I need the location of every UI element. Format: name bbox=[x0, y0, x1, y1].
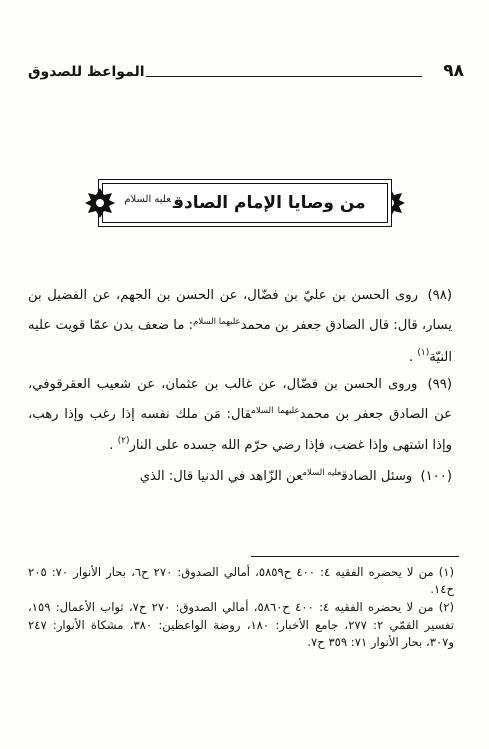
running-header-rule bbox=[146, 76, 422, 77]
footnotes bbox=[28, 564, 454, 652]
chapter-title-honorific: عليه السلام bbox=[124, 194, 171, 205]
chapter-title bbox=[124, 193, 365, 213]
hadith-text: قال: مَن ملك نفسه إذا رغب وإذا رهب، وإذا اشتهى وإذا غضب، فإذا رضي حرّم الله جسده على النار bbox=[28, 407, 452, 454]
body-text bbox=[28, 282, 452, 490]
hadith-text: وروى الحسن بن فضّال، عن غالب بن عثمان، عن شعيب العقرقوفي، عن الصادق جعفر بن محمد bbox=[28, 376, 452, 423]
honorific: عليهما السلام bbox=[251, 406, 300, 417]
hadith-paragraph bbox=[28, 460, 452, 490]
running-header bbox=[28, 62, 464, 88]
hadith-text: : ما ضعف بدن عمّا قويت عليه النيّة bbox=[28, 318, 452, 365]
footnote: (٢) من لا يحضره الفقيه ٤: ٤٠٠ ح٥٨٦٠، أمالي الصدوق: ٢٧٠ ح٧، ثواب الأعمال: ١٥٩، تفسير القمّي ٢: ٢٧٧، جامع الأخبار: ١٨٠، روضة الواعظين: ٣٨٠، مشكاة الأنوار: ٢٤٧ و٣٠٧، بحار الأنوار ٧١: ٣٥٩ ح٧. bbox=[28, 600, 455, 649]
hadith-text: وسئل الصادق bbox=[341, 468, 413, 484]
chapter-title-frame bbox=[88, 172, 402, 234]
hadith-number: (٩٨) bbox=[427, 288, 452, 303]
chapter-title-text: من وصايا الإمام الصادق bbox=[172, 193, 366, 213]
hadith-ending: . bbox=[109, 438, 118, 454]
hadith-text: روى الحسن بن عليّ بن فضّال، عن الحسن بن الجهم، عن الفضيل بن يسار، قال: قال الصادق جعفر بن محمد bbox=[28, 288, 452, 334]
hadith-text: عن الزّاهد في الدنيا قال: الذي bbox=[139, 468, 303, 484]
footnote-separator bbox=[251, 556, 459, 557]
hadith-number: (٩٩) bbox=[427, 376, 452, 392]
honorific: عليهما السلام bbox=[193, 317, 241, 328]
footnote-reference: (٢) bbox=[117, 436, 130, 447]
footnote: (١) من لا يحضره الفقيه ٤: ٤٠٠ ح٥٨٥٩، أمالي الصدوق: ٢٧٠ ح٦، بحار الأنوار ٧٠: ٢٠٥ ح١٤. bbox=[28, 565, 454, 597]
page-number: ٩٨ bbox=[443, 61, 464, 81]
hadith-number: (١٠٠) bbox=[420, 468, 452, 484]
footnote-reference: (١) bbox=[417, 347, 430, 358]
running-header-book-title: المواعظ للصدوق bbox=[28, 64, 145, 80]
hadith-paragraph bbox=[28, 371, 452, 460]
honorific: عليه السلام bbox=[302, 467, 342, 478]
chapter-title-box bbox=[98, 179, 392, 227]
hadith-paragraph bbox=[28, 282, 452, 371]
hadith-ending: . bbox=[409, 349, 418, 365]
star-ornament-icon bbox=[84, 187, 116, 219]
